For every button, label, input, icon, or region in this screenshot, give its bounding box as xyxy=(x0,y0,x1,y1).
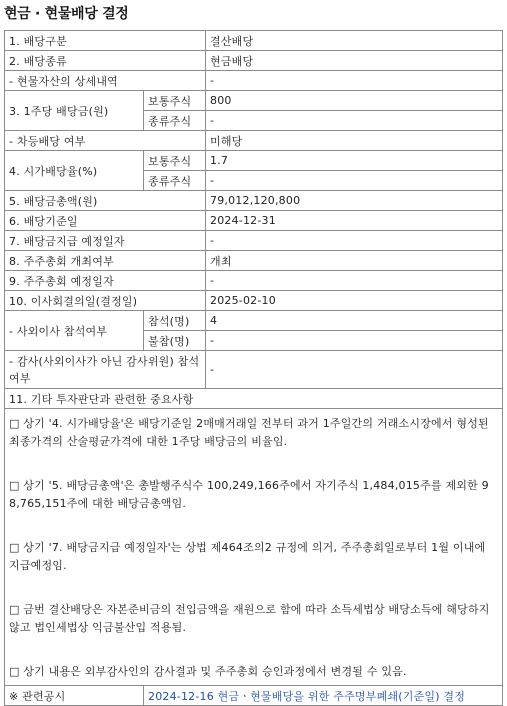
page-title: 현금 · 현물배당 결정 xyxy=(4,6,129,22)
row-value: 현금배당 xyxy=(206,51,503,71)
row-label: - 사외이사 참석여부 xyxy=(5,311,144,351)
row-value: 개최 xyxy=(206,251,503,271)
row-label: 6. 배당기준일 xyxy=(5,211,206,231)
row-value: 800 xyxy=(206,91,503,111)
row-value: 2024-12-31 xyxy=(206,211,503,231)
row-value: - xyxy=(206,111,503,131)
row-sublabel: 참석(명) xyxy=(144,311,206,331)
row-value: 79,012,120,800 xyxy=(206,191,503,211)
row-value: - xyxy=(206,71,503,91)
row-sublabel: 종류주식 xyxy=(144,171,206,191)
row-label: 10. 이사회결의일(결정일) xyxy=(5,291,206,311)
row-sublabel: 보통주식 xyxy=(144,91,206,111)
row-label: 8. 주주총회 개최여부 xyxy=(5,251,206,271)
related-label: ※ 관련공시 xyxy=(5,686,144,706)
table-row xyxy=(5,686,503,706)
row-value: - xyxy=(206,171,503,191)
row-label: 2. 배당종류 xyxy=(5,51,206,71)
table-row xyxy=(5,31,503,51)
row-value: 미해당 xyxy=(206,131,503,151)
table-row xyxy=(5,131,503,151)
table-row xyxy=(5,91,503,111)
note-paragraph: □ 상기 '5. 배당금총액'은 총발행주식수 100,249,166주에서 자기주식 1,484,015주를 제외한 98,765,151주에 대한 배당금총액임. xyxy=(9,479,489,510)
note-paragraph: □ 금번 결산배당은 자본준비금의 전입금액을 재원으로 함에 따라 소득세법상 배당소득에 해당하지 않고 법인세법상 익금불산입 적용됨. xyxy=(9,603,490,634)
row-value: 2025-02-10 xyxy=(206,291,503,311)
row-label: 7. 배당금지급 예정일자 xyxy=(5,231,206,251)
row-label: - 차등배당 여부 xyxy=(5,131,206,151)
row-label: - 현물자산의 상세내역 xyxy=(5,71,206,91)
table-row xyxy=(5,51,503,71)
row-value: - xyxy=(206,271,503,291)
note-paragraph: □ 상기 '4. 시가배당율'은 배당기준일 2매매거래일 전부터 과거 1주일간의 거래소시장에서 형성된 최종가격의 산술평균가격에 대한 1주당 배당금의 비율임. xyxy=(9,417,489,448)
row-label: 5. 배당금총액(원) xyxy=(5,191,206,211)
table-row xyxy=(5,211,503,231)
row-value: - xyxy=(206,351,503,389)
row-value: - xyxy=(206,331,503,351)
row-value: 4 xyxy=(206,311,503,331)
table-row xyxy=(5,389,503,409)
notes-row xyxy=(5,409,503,686)
note-paragraph: □ 상기 '7. 배당금지급 예정일자'는 상법 제464조의2 규정에 의거, 주주총회일로부터 1월 이내에 지급예정임. xyxy=(9,541,486,572)
row-label: 4. 시가배당율(%) xyxy=(5,151,144,191)
row-label: 3. 1주당 배당금(원) xyxy=(5,91,144,131)
row-value: 1.7 xyxy=(206,151,503,171)
table-row xyxy=(5,191,503,211)
row-value: - xyxy=(206,231,503,251)
row-label: 9. 주주총회 예정일자 xyxy=(5,271,206,291)
row-label: - 감사(사외이사가 아닌 감사위원) 참석여부 xyxy=(5,351,206,389)
related-disclosure-link[interactable]: 2024-12-16 현금ㆍ현물배당을 위한 주주명부폐쇄(기준일) 결정 xyxy=(144,686,503,706)
table-row xyxy=(5,311,503,331)
table-row xyxy=(5,151,503,171)
notes-cell xyxy=(5,409,503,686)
table-row xyxy=(5,271,503,291)
row-value: 결산배당 xyxy=(206,31,503,51)
table-row xyxy=(5,291,503,311)
row-label: 1. 배당구분 xyxy=(5,31,206,51)
row-sublabel: 보통주식 xyxy=(144,151,206,171)
table-row xyxy=(5,251,503,271)
row-sublabel: 종류주식 xyxy=(144,111,206,131)
dividend-table xyxy=(4,30,503,706)
table-row xyxy=(5,351,503,389)
note-paragraph: □ 상기 내용은 외부감사인의 감사결과 및 주주총회 승인과정에서 변경될 수 있음. xyxy=(9,665,407,678)
table-row xyxy=(5,231,503,251)
row-sublabel: 불참(명) xyxy=(144,331,206,351)
section-header: 11. 기타 투자판단과 관련한 중요사항 xyxy=(5,389,503,409)
table-row xyxy=(5,71,503,91)
